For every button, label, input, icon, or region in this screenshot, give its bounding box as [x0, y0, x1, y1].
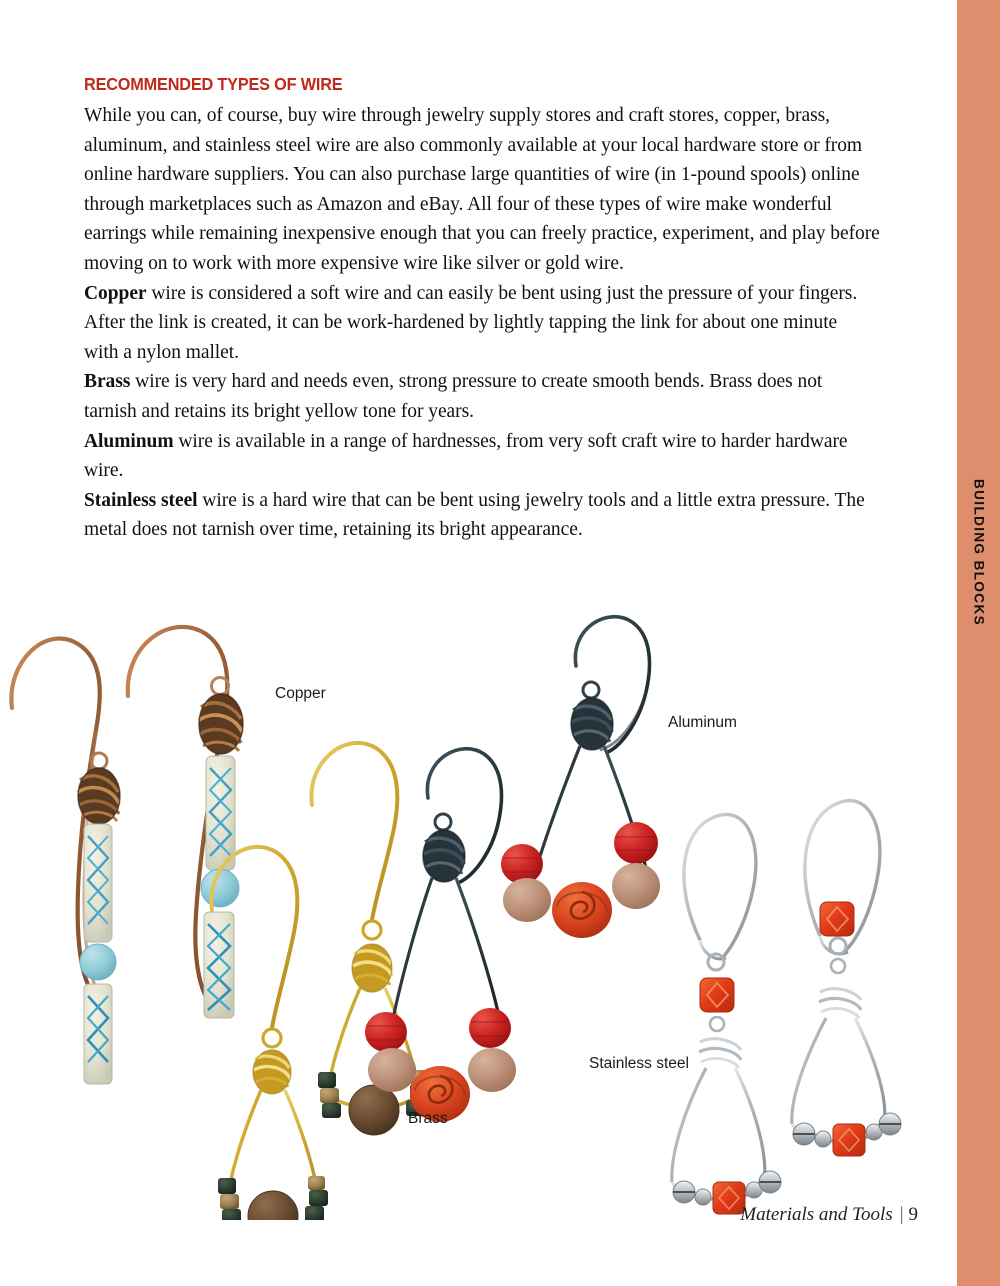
page-footer — [0, 1204, 918, 1226]
paragraph-aluminum-lead: Aluminum — [84, 430, 174, 452]
running-head: Materials and Tools — [740, 1204, 893, 1225]
aluminum-wire-wrap — [571, 698, 613, 750]
text-column — [84, 74, 896, 545]
paragraph-brass-body: wire is very hard and needs even, strong pressure to create smooth bends. Brass does not tarnish and retains its bright yellow tone for years. — [84, 371, 823, 422]
earrings-illustration — [0, 600, 957, 1220]
paragraph-copper — [84, 279, 874, 368]
paragraph-stainless-steel — [84, 486, 874, 545]
paragraph-stainless-steel-body: wire is a hard wire that can be bent using jewelry tools and a little extra pressure. The metal does not tarnish over time, retaining its bright appearance. — [84, 489, 865, 541]
paragraph-brass-lead: Brass — [84, 371, 131, 393]
copper-wire-wrap-2 — [199, 694, 243, 754]
copper-wire-wrap — [78, 768, 120, 824]
stainless-steel-earrings — [672, 801, 901, 1214]
label-copper: Copper — [275, 685, 326, 702]
paragraph-copper-lead: Copper — [84, 282, 147, 304]
stainless-wire-wrap-2 — [819, 989, 861, 1018]
page-title: RECOMMENDED TYPES OF WIRE — [84, 74, 343, 94]
stainless-wire-wrap — [699, 1035, 741, 1069]
label-aluminum: Aluminum — [668, 714, 737, 731]
paragraph-brass — [84, 367, 874, 426]
paragraph-aluminum-body: wire is available in a range of hardnesses, from very soft craft wire to harder hardware wire. — [84, 430, 848, 482]
chapter-thumb-tab-label: BUILDING BLOCKS — [971, 479, 986, 626]
page-number: 9 — [908, 1204, 918, 1225]
earring-photo-group — [0, 600, 957, 1220]
brass-wire-wrap-2 — [253, 1050, 291, 1094]
label-brass: Brass — [408, 1110, 448, 1127]
brass-earrings — [211, 743, 429, 1220]
paragraph-aluminum — [84, 427, 874, 486]
aluminum-rose-bead — [552, 882, 612, 938]
aluminum-wire-wrap-2 — [423, 830, 465, 882]
brass-wire-wrap — [352, 944, 392, 992]
intro-paragraph: While you can, of course, buy wire through jewelry supply stores and craft stores, copper, brass, aluminum, and stainless steel wire are also commonly available at your local hardware store or from online hardware suppliers. You can also purchase large quantities of wire (in 1-pound spools) online through marketplaces such as Amazon and eBay. All four of these types of wire make wonderful earrings while remaining inexpensive enough that you can freely practice, experiment, and play before moving on to work with more expensive wire like silver or gold wire. — [84, 105, 880, 274]
chapter-thumb-tab — [957, 0, 1000, 1286]
paragraph-copper-body: wire is considered a soft wire and can easily be bent using just the pressure of your fingers. After the link is created, it can be work-hardened by lightly tapping the link for about one minute with a nylon mallet. — [84, 282, 858, 363]
label-stainless-steel: Stainless steel — [589, 1055, 689, 1072]
footer-separator: | — [899, 1204, 904, 1225]
copper-earrings — [11, 627, 243, 1084]
paragraph-stainless-steel-lead: Stainless steel — [84, 489, 198, 511]
